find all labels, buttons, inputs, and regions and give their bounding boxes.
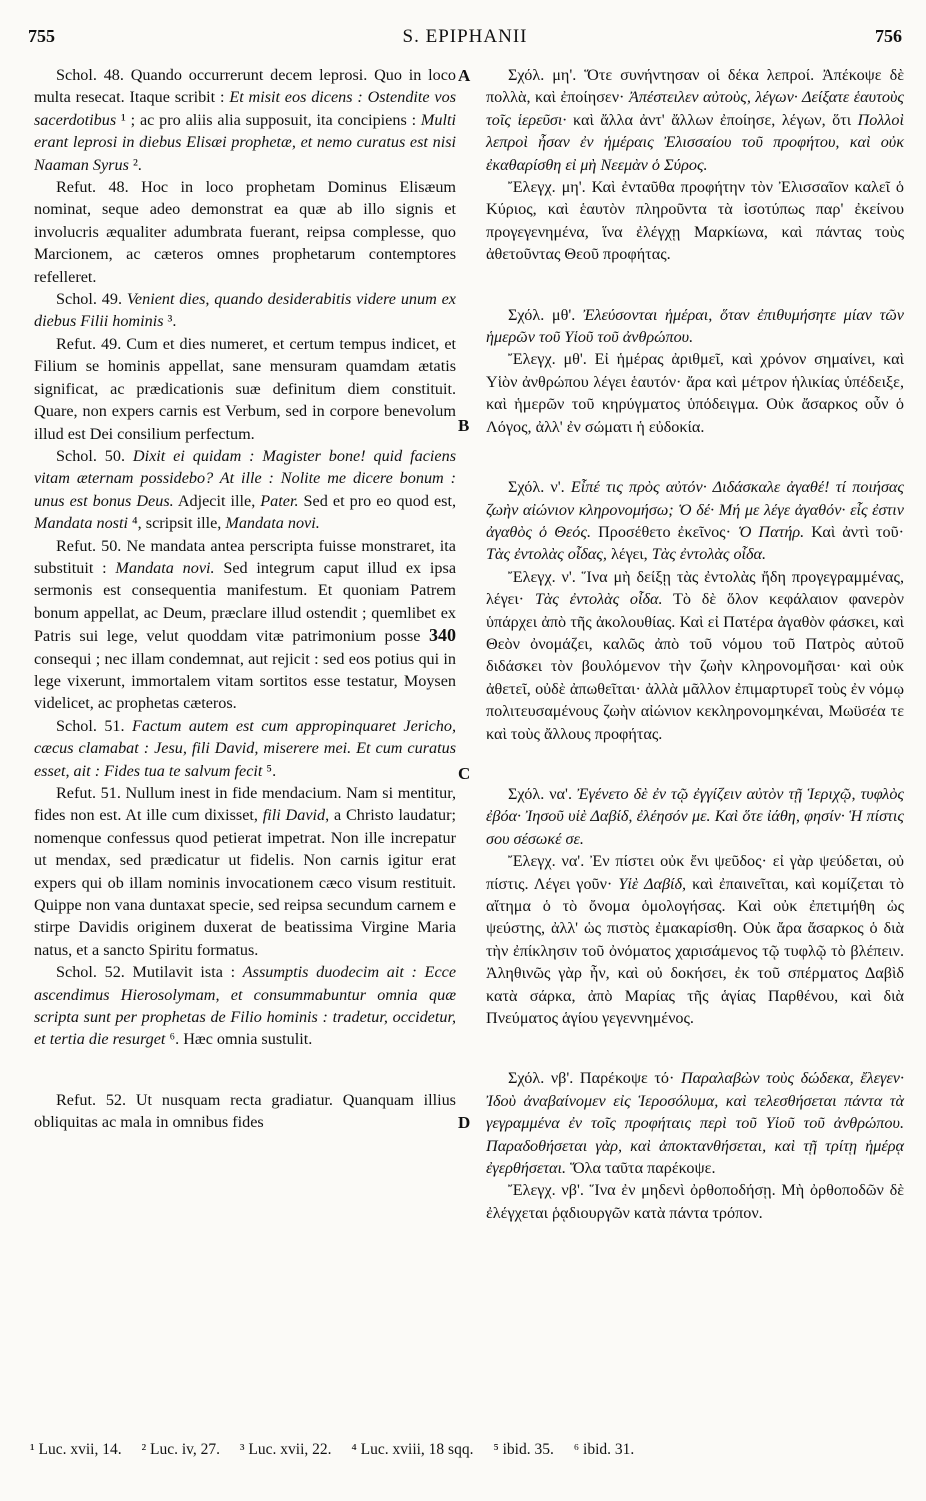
footnote: ¹ Luc. xvii, 14.: [30, 1441, 122, 1458]
text-run: Mandata novi.: [225, 514, 320, 533]
margin-marker-d: D: [458, 1113, 471, 1132]
text-run: Schol. 52. Mutilavit ista :: [56, 963, 243, 982]
latin-paragraph: [34, 176, 456, 288]
margin-marker-a: A: [458, 66, 471, 85]
text-run: Υἱὲ Δαβίδ,: [618, 874, 687, 893]
greek-paragraph: [486, 566, 904, 745]
text-run: Ἐλεύσονται ἡμέραι, ὅταν ἐπιθυμήσητε μίαν τῶν ἡμερῶν τοῦ Υἱοῦ τοῦ ἀνθρώπου.: [486, 305, 904, 347]
text-run: Refut. 49. Cum et dies numeret, et certum tempus indicet, et Filium se hominis appellat, sane mensuram quamdam ætatis significat, ac prædicationis suæ definitum diem constituit. Quare, non expers carnis est Verbum, sed in corpore benevolum illud est Dei consilium perfectum.: [34, 334, 456, 443]
text-run: ².: [128, 155, 142, 174]
text-run: Ἔλεγχ. μη'. Καὶ ἐνταῦθα προφήτην τὸν Ἐλισσαῖον καλεῖ ὁ Κύριος, καὶ ἑαυτὸν πληροῦντα τὰ ἰσοτύπως παρ' ἐκείνου προγεγενημένα, ἵνα ἐλέγχῃ Μαρκίωνα, καὶ πάντας τοὺς ἀθετοῦντας Θεοῦ προφήτας.: [486, 178, 904, 264]
footnote: ³ Luc. xvii, 22.: [239, 1441, 332, 1458]
text-run: Sed et pro eo quod est,: [298, 491, 456, 510]
text-run: ³.: [163, 312, 177, 331]
text-run: Refut. 52. Ut nusquam recta gradiatur. Quanquam illius obliquitas ac mala in omnibus fides: [34, 1090, 456, 1132]
text-run: Τὰς ἐντολὰς οἶδας,: [486, 545, 607, 564]
page-header: [28, 26, 902, 54]
text-run: Προσέθετο ἐκεῖνος·: [591, 522, 739, 541]
text-run: Καὶ ἀντὶ τοῦ·: [804, 522, 905, 541]
latin-paragraph: [34, 288, 456, 333]
footnote: ⁵ ibid. 35.: [493, 1441, 554, 1458]
greek-paragraph: [486, 304, 904, 349]
greek-paragraph: [486, 850, 904, 1029]
text-run: Schol. 49.: [56, 290, 127, 309]
text-run: Πολλοὶ λεπροὶ ἦσαν ἐν ἡμέραις Ἐλισσαίου τοῦ προφήτου, καὶ οὐκ ἐκαθαρίσθη εἰ μὴ Νεεμὰν ὁ Σύρος.: [486, 110, 905, 174]
text-run: Ὁ Πατήρ.: [738, 522, 805, 541]
text-run: Σχόλ. να'.: [508, 784, 577, 803]
greek-paragraph: [486, 176, 904, 266]
latin-paragraph: [34, 782, 456, 961]
greek-paragraph: [486, 1067, 904, 1179]
text-run: Ὅλα ταῦτα παρέκοψε.: [566, 1159, 716, 1178]
text-run: Assumptis duodecim ait : Ecce ascendimus Hierosolymam, et consummabuntur omnia quæ scripta sunt per prophetas de Filio hominis : tradetur, occidetur, et tertia die resurget: [34, 963, 457, 1049]
text-run: Σχόλ. μθ'.: [508, 305, 583, 324]
running-title: S. EPIPHANII: [402, 26, 528, 47]
page-number-right: 756: [875, 26, 902, 46]
greek-paragraph: [486, 1179, 904, 1224]
text-run: consequi ; nec illam condemnat, aut rejicit : sed eos potius qui in lege vixerunt, immortalem vitam sortitos esse testatur, Moysen videlicet, ac prophetas cæteros.: [34, 649, 456, 713]
text-run: Ἀπέστειλεν αὐτοὺς, λέγων· Δείξατε ἑαυτοὺς τοῖς ἱερεῦσι·: [486, 88, 904, 129]
text-run: Mandata novi.: [115, 558, 215, 577]
text-run: Et misit eos dicens : Ostendite vos sacerdotibus: [34, 88, 456, 129]
text-run: Ἔλεγχ. μθ'. Εἰ ἡμέρας ἀριθμεῖ, καὶ χρόνον σημαίνει, καὶ Υἱὸν ἀνθρώπου λέγει ἑαυτόν· ἄρα καὶ μέτρον ἡλικίας ὑπέδειξε, καὶ ἡμερῶν τοῦ κηρύγματος ὑπόδειγμα. Οὐκ ἄσαρκος οὖν ὁ Λόγος, ἀλλ' ἐν σώματι ἡ εὐδοκία.: [486, 350, 904, 436]
text-run: Multi erant leprosi in diebus Elisæi prophetæ, et nemo curatus est nisi Naaman Syrus: [34, 110, 456, 174]
text-run: Refut. 51. Nullum inest in fide mendacium. Nam si mentitur, fides non est. At ille cum dixisset,: [34, 784, 456, 825]
text-run: Sed integrum caput illud ex ipsa sermonis est consequentia manifestum. Et quoniam Patrem bonum appellat, ac Deum, præclare illud ostendit ; quemlibet ex Patris sui lege, velut quoddam vitæ patrimonium posse: [34, 558, 456, 646]
text-run: Refut. 50. Ne mandata antea perscripta fuisse monstraret, ita substituit :: [34, 536, 456, 577]
text-run: Adjecit ille,: [173, 491, 261, 510]
text-run: Σχόλ. ν'.: [508, 478, 571, 497]
text-run: Ἐγένετο δὲ ἐν τῷ ἐγγίζειν αὐτὸν τῇ Ἱεριχῷ, τυφλὸς ἐβόα· Ἰησοῦ υἱὲ Δαβίδ, ἐλέησόν με. Καὶ ὅτε ἰάθη, φησίν· Ἡ πίστις σου σέσωκέ σε.: [486, 784, 904, 848]
text-run: Pater.: [260, 491, 299, 510]
text-run: Σχόλ. νβ'. Παρέκοψε τό·: [508, 1069, 681, 1088]
text-run: ⁵.: [262, 761, 277, 780]
text-run: ¹ ; ac pro aliis alia supposuit, ita concipiens :: [116, 110, 421, 129]
text-run: Τὸ δὲ ὅλον κεφάλαιον φανερὸν ὑπάρχει ἀπὸ τῆς ἀκολουθίας. Καὶ εἰ Πατέρα ἀγαθὸν φάσκει, καὶ Θεὸν ὀνομάζει, καλῶς ἀπὸ τοῦ νόμου τοῦ Πατρὸς αὐτοῦ διδάσκει τὸν βουλόμενον τὴν ζωὴν κληρονομῆσαι· καὶ οὐκ ἀθετεῖ, οὐδὲ ἀπωθεῖται· ἀλλὰ μᾶλλον ἐπιμαρτυρεῖ τοὺς ἐν νόμῳ πολιτευσαμένους ζωὴν αἰώνιον κεκληρονομηκέναι, Μωϋσέα τε καὶ τοὺς ἄλλους προφήτας.: [486, 590, 904, 743]
latin-paragraph: [34, 961, 456, 1051]
margin-marker-c: C: [458, 764, 471, 783]
text-run: Τὰς ἐντολὰς οἶδα.: [651, 545, 767, 564]
text-run: ⁶. Hæc omnia sustulit.: [165, 1030, 313, 1049]
latin-column: [34, 64, 456, 1134]
latin-paragraph: [34, 64, 456, 176]
greek-paragraph: [486, 783, 904, 850]
text-run: fili David: [262, 806, 326, 825]
text-run: Εἶπέ τις πρὸς αὐτόν· Διδάσκαλε ἀγαθέ! τί ποιήσας ζωὴν αἰώνιον κληρονομήσω; Ὁ δέ· Μή με λέγε ἀγαθόν· εἷς ἐστιν ἀγαθὸς ὁ Θεός.: [486, 478, 904, 541]
greek-paragraph: [486, 64, 904, 176]
column-number: 340: [429, 625, 456, 646]
text-run: Venient dies, quando desiderabitis videre unum ex diebus Filii hominis: [34, 290, 456, 331]
margin-marker-b: B: [458, 416, 470, 435]
text-run: Mandata nosti: [34, 514, 128, 533]
latin-paragraph: [34, 535, 456, 715]
greek-column: [486, 64, 904, 1224]
text-run: ⁴, scripsit ille,: [127, 514, 226, 533]
text-run: Ἔλεγχ. ν'. Ἵνα μὴ δείξῃ τὰς ἐντολὰς ἤδη προγεγραμμένας, λέγει·: [486, 567, 904, 609]
text-run: Παραλαβὼν τοὺς δώδεκα, ἔλεγεν· Ἰδοὺ ἀναβαίνομεν εἰς Ἱεροσόλυμα, καὶ τελεσθήσεται πάντα τὰ γεγραμμένα ἐν τοῖς προφήταις περὶ τοῦ Υἱοῦ τοῦ ἀνθρώπου. Παραδοθήσεται γὰρ, καὶ ἀποκτανθήσεται, καὶ τῇ τρίτῃ ἡμέρᾳ ἐγερθήσεται.: [486, 1069, 904, 1178]
page-number-left: 755: [28, 26, 55, 46]
text-run: Schol. 50.: [56, 446, 133, 465]
text-run: Ἔλεγχ. να'. Ἐν πίστει οὐκ ἔνι ψεῦδος· εἰ γὰρ ψεύδεται, οὐ πίστις. Λέγει γοῦν·: [486, 852, 904, 893]
text-run: Ἔλεγχ. νβ'. Ἵνα ἐν μηδενὶ ὀρθοποδήσῃ. Μὴ ὀρθοποδῶν δὲ ἐλέγχεται ῥᾳδιουργῶν κατὰ πάντα τρόπον.: [486, 1181, 904, 1222]
text-run: Refut. 48. Hoc in loco prophetam Dominus Elisæum nominat, seque adeo demonstrat ea quæ ab illo signis et involucris æqualiter adumbrata fuerant, reipsa complesse, quo Marcionem, ac cæteros omnes prophetarum contemptores refelleret.: [34, 178, 456, 286]
latin-paragraph: [34, 715, 456, 782]
text-run: Dixit ei quidam : Magister bone! quid faciens vitam æternam possidebo? At ille : Nolite me dicere bonum : unus est bonus Deus.: [34, 446, 456, 510]
text-run: Schol. 48. Quando occurrerunt decem leprosi. Quo in loco multa resecat. Itaque scribit :: [34, 66, 456, 107]
text-run: , a Christo laudatur; nomenque confessus quod petierat impetrat. Non ille increpatur ut mendax, sed prædicatur ut fidelis. Non carnis igitur erat expers qui ob illam nominis invocationem cæco visum restituit. Quippe non vana duntaxat specie, sed reipsa secundum carnem e stirpe Davidis originem duxerat de beatissima Virgine Maria natus, et a sancto Spiritu formatus.: [34, 806, 456, 959]
greek-paragraph: [486, 476, 904, 566]
footnote: ⁶ ibid. 31.: [573, 1441, 635, 1458]
latin-paragraph: [34, 1089, 456, 1134]
footnote: ² Luc. iv, 27.: [141, 1441, 221, 1458]
text-run: Σχόλ. μη'. Ὅτε συνήντησαν οἱ δέκα λεπροί. Ἀπέκοψε δὲ πολλὰ, καὶ ἐποίησεν·: [486, 66, 904, 107]
text-run: Τὰς ἐντολὰς οἶδα.: [534, 590, 663, 609]
latin-paragraph: [34, 445, 456, 535]
text-run: Schol. 51.: [56, 716, 132, 735]
greek-paragraph: [486, 348, 904, 438]
footnotes: [30, 1441, 904, 1459]
latin-paragraph: [34, 333, 456, 445]
text-run: καὶ ἄλλα ἀντ' ἄλλων ἐποίησε, λέγων, ὅτι: [566, 110, 858, 129]
text-run: Factum autem est cum appropinquaret Jericho, cæcus clamabat : Jesu, fili David, miserere mei. Et cum curatus esset, ait : Fides tua te salvum fecit: [34, 716, 457, 780]
text-run: καὶ ἐπαινεῖται, καὶ κομίζεται τὸ αἴτημα ὁ τὸ ὄνομα ὁμολογήσας. Καὶ οὐκ ἐπετιμήθη ὡς ψεύστης, ἀλλ' ὡς πιστὸς ἐμακαρίσθη. Οὐκ ἄρα ἄσαρκος ὁ διὰ τὴν ἐπίκλησιν τοῦ ὀνόματος χαρισάμενος τῷ τυφλῷ τὸ βλέπειν. Ἀληθινῶς γὰρ ἦν, καὶ οὐ δοκήσει, ἐκ τοῦ σπέρματος Δαβὶδ κατὰ σάρκα, ἀπὸ Μαρίας τῆς ἁγίας Παρθένου, καὶ διὰ Πνεύματος ἁγίου γεγεννημένος.: [486, 874, 904, 1028]
text-run: λέγει,: [606, 545, 652, 564]
footnote: ⁴ Luc. xviii, 18 sqq.: [351, 1441, 474, 1458]
